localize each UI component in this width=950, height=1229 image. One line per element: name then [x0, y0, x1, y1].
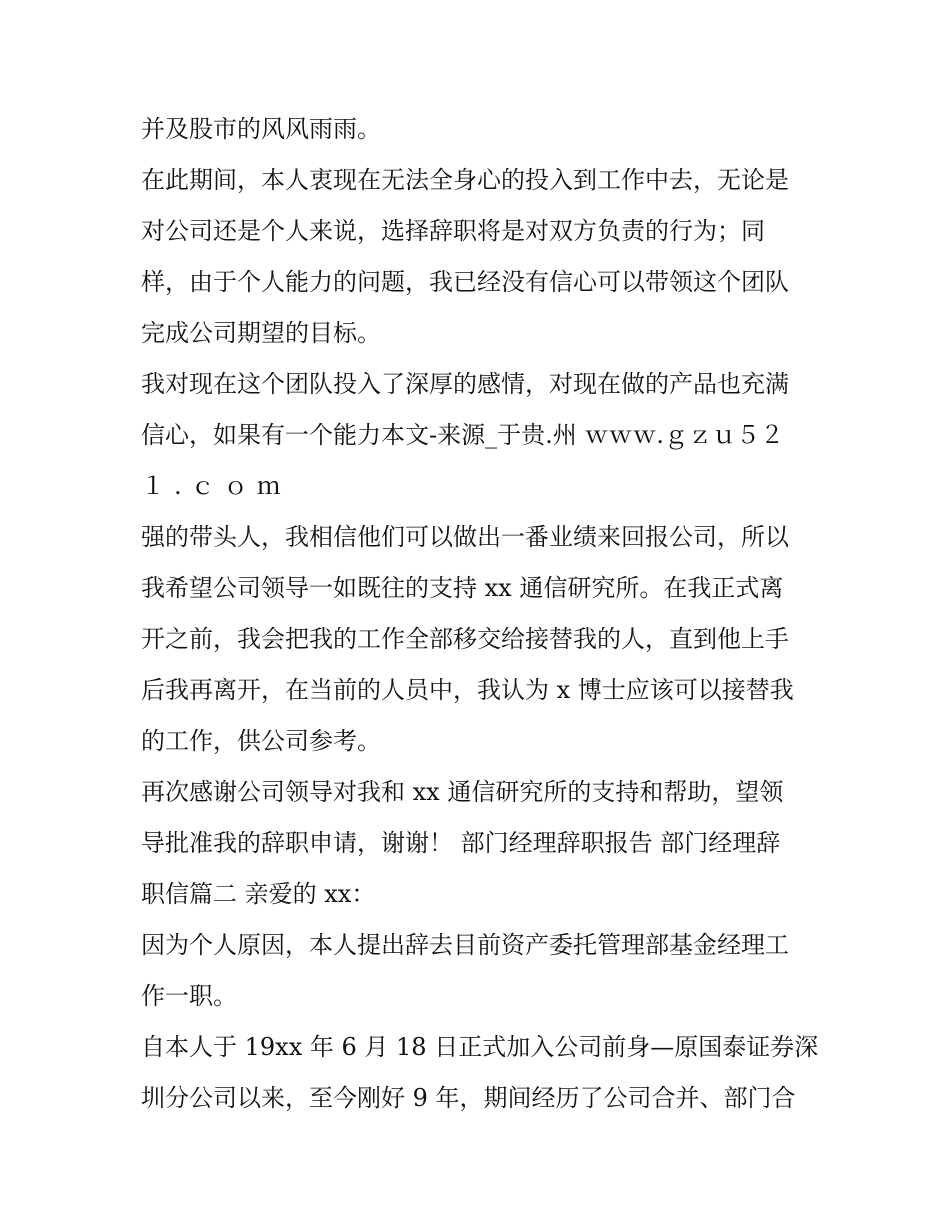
body-text-line: 开之前，我会把我的工作全部移交给接替我的人，直到他上手 — [141, 625, 789, 653]
body-text-line: 自本人于 19xx 年 6 月 18 日正式加入公司前身—原国泰证券深 — [141, 1033, 819, 1061]
body-text-line: 我对现在这个团队投入了深厚的感情，对现在做的产品也充满 — [141, 370, 789, 398]
body-text-line: 并及股市的风风雨雨。 — [141, 115, 381, 143]
body-text-line: １.ｃｏｍ — [141, 472, 290, 500]
body-text-line: 我希望公司领导一如既往的支持 xx 通信研究所。在我正式离 — [141, 574, 784, 602]
body-text-line: 对公司还是个人来说，选择辞职将是对双方负责的行为；同 — [141, 217, 765, 245]
body-text-line: 完成公司期望的目标。 — [141, 319, 381, 347]
body-text-line: 圳分公司以来，至今刚好 9 年，期间经历了公司合并、部门合 — [141, 1084, 796, 1112]
body-text-line: 样，由于个人能力的问题，我已经没有信心可以带领这个团队 — [141, 268, 789, 296]
document-body — [141, 104, 821, 1124]
body-text-line: 的工作，供公司参考。 — [141, 727, 381, 755]
body-text-line: 导批准我的辞职申请，谢谢！ 部门经理辞职报告 部门经理辞 — [141, 829, 781, 857]
body-text-line: 信心，如果有一个能力本文-来源_于贵.州 ｗｗｗ.ｇｚｕ５２ — [141, 421, 784, 449]
body-text-line: 强的带头人，我相信他们可以做出一番业绩来回报公司，所以 — [141, 523, 789, 551]
body-text-line: 再次感谢公司领导对我和 xx 通信研究所的支持和帮助，望领 — [141, 778, 784, 806]
body-text-line: 后我再离开，在当前的人员中，我认为 x 博士应该可以接替我 — [141, 676, 794, 704]
body-text-line: 作一职。 — [141, 982, 237, 1010]
body-text-line: 职信篇二 亲爱的 xx： — [141, 880, 376, 908]
body-text-line: 在此期间，本人衷现在无法全身心的投入到工作中去，无论是 — [141, 166, 789, 194]
body-text-line: 因为个人原因，本人提出辞去目前资产委托管理部基金经理工 — [141, 931, 789, 959]
